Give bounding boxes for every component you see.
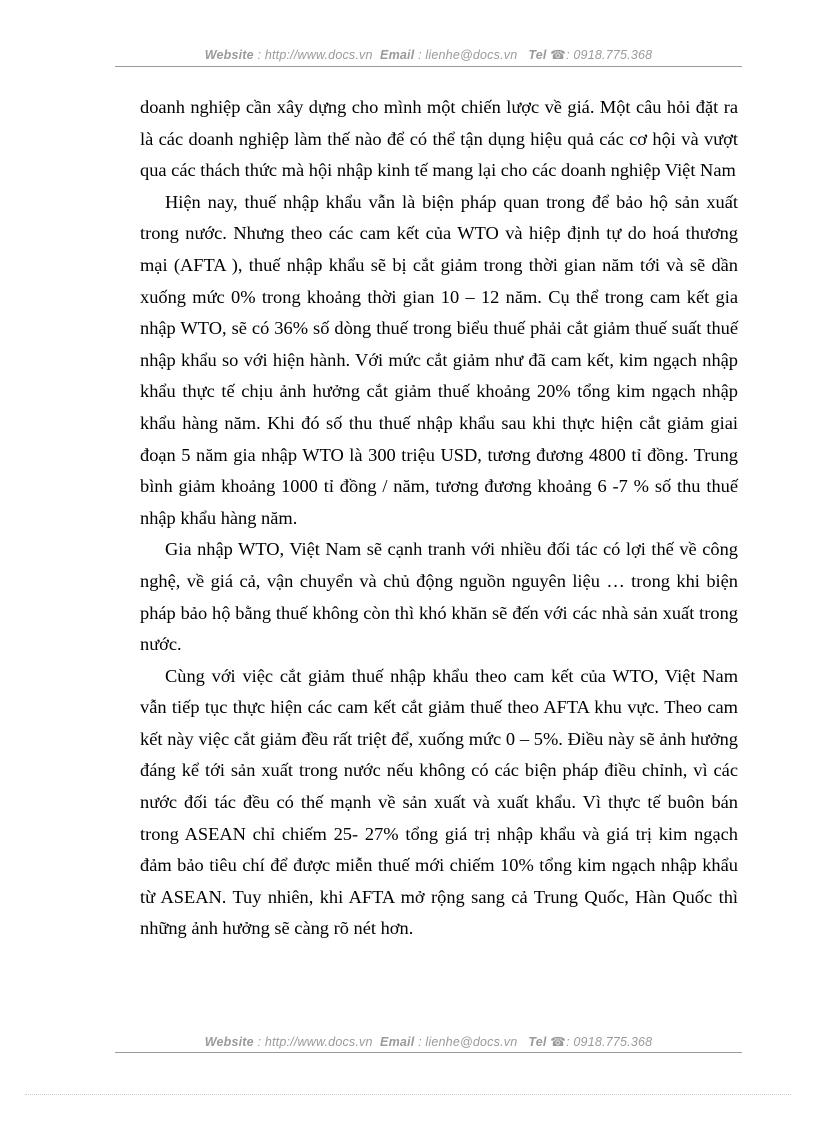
footer-tel-value: : 0918.775.368 (566, 1035, 653, 1049)
header-tel-label: Tel (528, 48, 547, 62)
paragraph: Cùng với việc cắt giảm thuế nhập khẩu theo cam kết của WTO, Việt Nam vẫn tiếp tục thực hiện các cam kết cắt giảm thuế theo AFTA khu vực. Theo cam kết này việc cắt giảm đều rất triệt để, xuống mức 0 – 5%. Điều này sẽ ảnh hưởng đáng kể tới sản xuất trong nước nếu không có các biện pháp điều chỉnh, vì các nước đối tác đều có thế mạnh về sản xuất và xuất khẩu. Vì thực tế buôn bán trong ASEAN chỉ chiếm 25- 27% tổng giá trị nhập khẩu và giá trị kim ngạch đảm bảo tiêu chí để được miễn thuế mới chiếm 10% tổng kim ngạch nhập khẩu từ ASEAN. Tuy nhiên, khi AFTA mở rộng sang cả Trung Quốc, Hàn Quốc thì những ảnh hưởng sẽ càng rõ nét hơn. (140, 665, 738, 939)
header-tel-value: : 0918.775.368 (566, 48, 653, 62)
page-footer (115, 1034, 742, 1049)
header-website-label: Website (204, 48, 254, 62)
page-bottom-border (25, 1094, 791, 1095)
paragraph: doanh nghiệp cần xây dựng cho mình một chiến lược về giá. Một câu hỏi đặt ra là các doanh nghiệp làm thế nào để có thể tận dụng hiệu quả các cơ hội và vượt qua các thách thức mà hội nhập kinh tế mang lại cho các doanh nghiệp Việt Nam (140, 97, 738, 181)
header-email-label: Email (380, 48, 415, 62)
header-website-value: : http://www.docs.vn (257, 48, 373, 62)
footer-website-label: Website (204, 1035, 254, 1049)
paragraph: Gia nhập WTO, Việt Nam sẽ cạnh tranh với nhiều đối tác có lợi thế về công nghệ, về giá cả, vận chuyển và chủ động nguồn nguyên liệu … trong khi biện pháp bảo hộ bằng thuế không còn thì khó khăn sẽ đến với các nhà sản xuất trong nước. (140, 539, 738, 655)
footer-email-label: Email (380, 1035, 415, 1049)
footer-tel-label: Tel (528, 1035, 547, 1049)
header-email-value: : lienhe@docs.vn (418, 48, 518, 62)
phone-icon: ☎ (550, 1035, 567, 1049)
footer-email-value: : lienhe@docs.vn (418, 1035, 518, 1049)
header-divider (115, 66, 742, 67)
paragraph: Hiện nay, thuế nhập khẩu vẫn là biện pháp quan trong để bảo hộ sản xuất trong nước. Nhưng theo các cam kết của WTO và hiệp định tự do hoá thương mại (AFTA ), thuế nhập khẩu sẽ bị cắt giảm trong thời gian năm tới và sẽ dần xuống mức 0% trong khoảng thời gian 10 – 12 năm. Cụ thể trong cam kết gia nhập WTO, sẽ có 36% số dòng thuế trong biểu thuế phải cắt giảm thuế suất thuế nhập khẩu so với hiện hành. Với mức cắt giảm như đã cam kết, kim ngạch nhập khẩu thực tế chịu ảnh hưởng cắt giảm thuế khoảng 20% tổng kim ngạch nhập khẩu hàng năm. Khi đó số thu thuế nhập khẩu sau khi thực hiện cắt giảm giai đoạn 5 năm gia nhập WTO là 300 triệu USD, tương đương 4800 tỉ đồng. Trung bình giảm khoảng 1000 tỉ đồng / năm, tương đương khoảng 6 -7 % số thu thuế nhập khẩu hàng năm. (140, 191, 738, 528)
footer-website-value: : http://www.docs.vn (257, 1035, 373, 1049)
footer-divider (115, 1052, 742, 1053)
page-header (115, 47, 742, 62)
document-body (140, 92, 738, 945)
phone-icon: ☎ (550, 48, 567, 62)
